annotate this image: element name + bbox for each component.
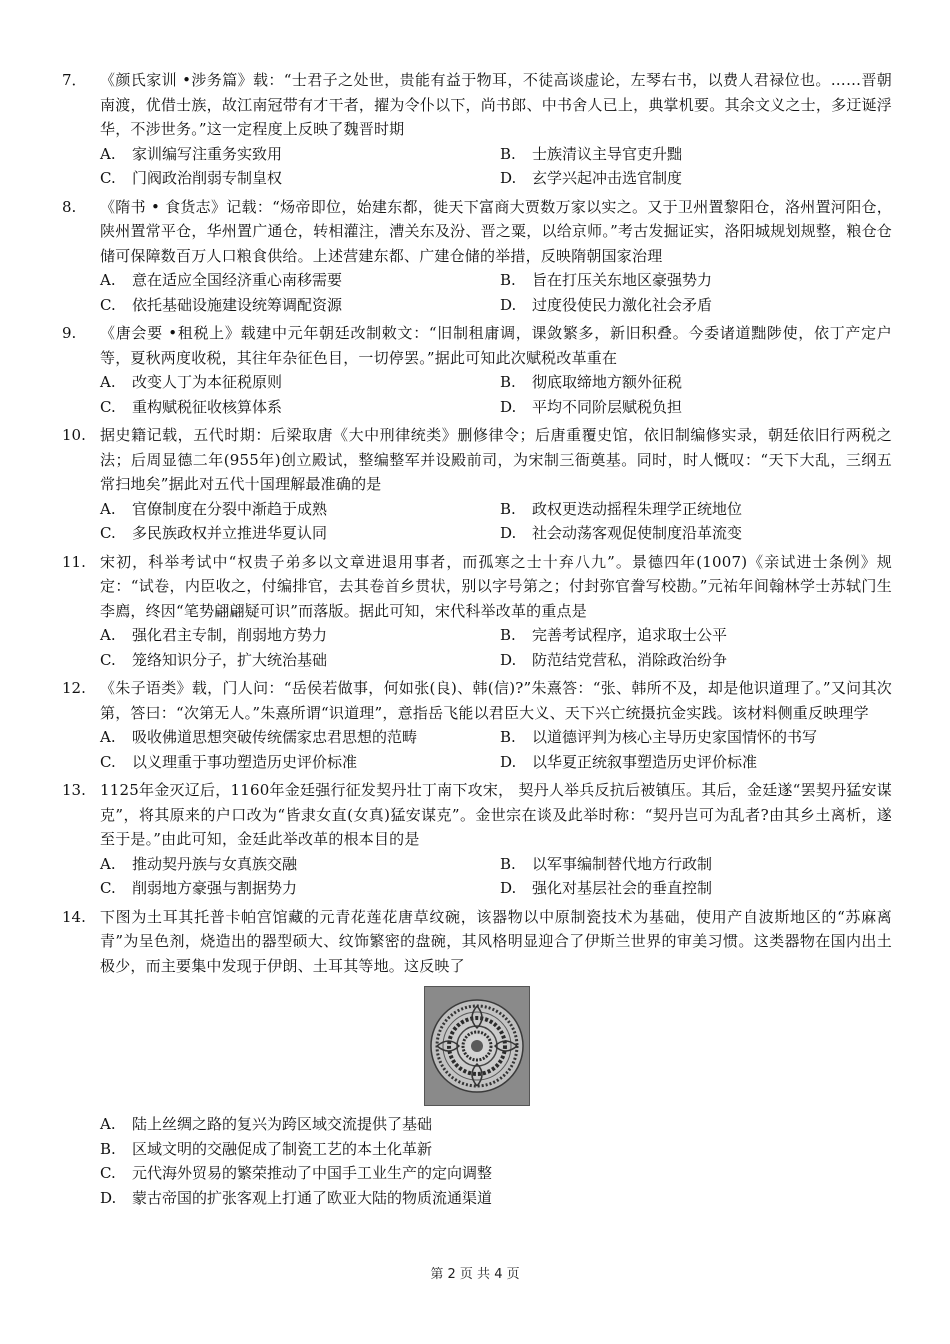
- option-a[interactable]: [100, 725, 500, 750]
- option-text: 玄学兴起冲击选官制度: [532, 169, 683, 187]
- option-b[interactable]: [500, 497, 920, 522]
- option-label: A.: [100, 626, 116, 644]
- option-text: 以义理重于事功塑造历史评价标准: [132, 752, 358, 771]
- option-c[interactable]: [100, 166, 500, 191]
- option-text: 推动契丹族与女真族交融: [132, 854, 298, 873]
- option-text: 改变人丁为本征税原则: [132, 373, 283, 391]
- option-text: 完善考试程序，追求取士公平: [532, 626, 728, 644]
- option-label: B.: [500, 271, 516, 289]
- option-text: 吸收佛道思想突破传统儒家忠君思想的范畴: [132, 728, 418, 746]
- question-12: [62, 676, 892, 774]
- option-a[interactable]: [100, 497, 500, 522]
- option-label: B.: [500, 373, 516, 391]
- option-text: 削弱地方豪强与割据势力: [132, 879, 298, 897]
- porcelain-bowl-icon: [424, 986, 530, 1106]
- option-text: 以道德评判为核心主导历史家国情怀的书写: [532, 728, 818, 746]
- option-text: 家训编写注重务实致用: [132, 144, 283, 163]
- option-text: 陆上丝绸之路的复兴为跨区域交流提供了基础: [132, 1115, 433, 1133]
- option-text: 过度役使民力激化社会矛盾: [532, 295, 713, 314]
- option-text: 彻底取缔地方额外征税: [532, 373, 683, 391]
- question-number: 14.: [62, 907, 86, 926]
- option-d[interactable]: [500, 648, 920, 673]
- option-d[interactable]: [500, 876, 920, 901]
- option-label: A.: [100, 1115, 116, 1133]
- question-10: [62, 423, 892, 546]
- option-a[interactable]: [100, 268, 500, 293]
- question-11: [62, 550, 892, 673]
- option-label: A.: [100, 271, 116, 289]
- question-number: 12.: [62, 679, 86, 697]
- option-text: 区域文明的交融促成了制瓷工艺的本土化革新: [132, 1139, 433, 1158]
- question-number: 7．: [62, 71, 87, 89]
- option-text: 意在适应全国经济重心南移需要: [132, 271, 343, 289]
- option-a[interactable]: [100, 142, 500, 167]
- option-label: B.: [500, 854, 516, 873]
- option-text: 防范结党营私，消除政治纷争: [532, 650, 728, 669]
- question-number: 11.: [62, 552, 86, 571]
- question-number: 9.: [62, 324, 77, 342]
- option-b[interactable]: [500, 623, 920, 648]
- option-label: B.: [500, 144, 516, 163]
- option-text: 以华夏正统叙事塑造历史评价标准: [532, 752, 758, 771]
- question-13: [62, 778, 892, 901]
- option-b[interactable]: [500, 142, 920, 167]
- question-7: [62, 68, 892, 191]
- option-a[interactable]: [100, 623, 500, 648]
- option-text: 笼络知识分子，扩大统治基础: [132, 650, 328, 669]
- option-label: B.: [500, 499, 516, 518]
- option-d[interactable]: [500, 395, 920, 420]
- option-b[interactable]: [100, 1137, 892, 1162]
- question-number: 13.: [62, 781, 86, 799]
- option-text: 官僚制度在分裂中渐趋于成熟: [132, 499, 328, 518]
- option-text: 重构赋税征收核算体系: [132, 397, 283, 416]
- option-label: C.: [100, 752, 116, 771]
- question-stem: 《朱子语类》载，门人问：“岳侯若做事，何如张(良)、韩(信)?”朱熹答：“张、韩所不及，却是他识道理了。”又问其次第，答曰：“次第无人。”朱熹所谓“识道理”，意指岳飞能以君臣大义、天下兴亡统摄抗金实践。该材料侧重反映理学: [100, 679, 892, 722]
- option-c[interactable]: [100, 876, 500, 901]
- option-b[interactable]: [500, 725, 920, 750]
- option-text: 依托基础设施建设统筹调配资源: [132, 295, 343, 314]
- porcelain-bowl-figure: [62, 986, 892, 1106]
- question-14: [62, 905, 892, 1211]
- option-a[interactable]: [100, 852, 500, 877]
- option-text: 士族清议主导官吏升黜: [532, 144, 683, 163]
- option-label: A.: [100, 144, 116, 163]
- option-d[interactable]: [500, 166, 920, 191]
- option-b[interactable]: [500, 370, 920, 395]
- option-a[interactable]: [100, 1112, 892, 1137]
- exam-page: [62, 68, 892, 1214]
- option-label: D.: [500, 752, 517, 771]
- option-label: D.: [500, 397, 517, 416]
- option-d[interactable]: [500, 750, 920, 775]
- question-stem: 下图为土耳其托普卡帕宫馆藏的元青花莲花唐草纹碗，该器物以中原制瓷技术为基础，使用产自波斯地区的“苏麻离青”为呈色剂，烧造出的器型硕大、纹饰繁密的盘碗，其风格明显迎合了伊斯兰世界的审美习惯。这类器物在国内出土极少，而主要集中发现于伊朗、土耳其等地。这反映了: [100, 907, 892, 975]
- option-text: 以军事编制替代地方行政制: [532, 854, 713, 873]
- question-stem: 《唐会要 •租税上》载建中元年朝廷改制敕文：“旧制租庸调，课敛繁多，新旧积叠。今委诸道黜陟使，依丁产定户等，夏秋两度收税，其往年杂征色目，一切停罢。”据此可知此次赋税改革重在: [100, 324, 892, 367]
- option-c[interactable]: [100, 293, 500, 318]
- question-stem: 《隋书 • 食货志》记载：“炀帝即位，始建东都，徙天下富商大贾数万家以实之。又于卫州置黎阳仓，洛州置河阳仓，陕州置常平仓，华州置广通仓，转相灌注，漕关东及汾、晋之粟，以给京师。”考古发掘证实，洛阳城规划规整，粮仓仓储可保障数百万人口粮食供给。上述营建东都、广建仓储的举措，反映隋朝国家治理: [100, 197, 892, 265]
- option-d[interactable]: [100, 1186, 892, 1211]
- bowl-pattern-graphic: [429, 998, 525, 1094]
- option-text: 社会动荡客观促使制度沿革流变: [532, 524, 743, 542]
- option-c[interactable]: [100, 750, 500, 775]
- option-label: B.: [500, 728, 516, 746]
- option-d[interactable]: [500, 293, 920, 318]
- option-label: C.: [100, 879, 116, 897]
- option-label: B.: [100, 1139, 116, 1158]
- question-stem: 《颜氏家训 •涉务篇》载：“士君子之处世，贵能有益于物耳，不徒高谈虚论，左琴右书，以费人君禄位也。……晋朝南渡，优借士族，故江南冠带有才干者，擢为令仆以下，尚书郎、中书舍人已上，典掌机要。其余文义之士，多迂诞浮华，不涉世务。”这一定程度上反映了魏晋时期: [100, 71, 892, 138]
- option-label: A.: [100, 728, 116, 746]
- option-label: C.: [100, 1164, 116, 1182]
- option-label: C.: [100, 397, 116, 416]
- option-c[interactable]: [100, 1161, 892, 1186]
- option-label: D.: [100, 1188, 117, 1207]
- option-label: C.: [100, 295, 116, 314]
- option-label: D.: [500, 650, 517, 669]
- option-text: 多民族政权并立推进华夏认同: [132, 524, 328, 542]
- option-a[interactable]: [100, 370, 500, 395]
- question-8: [62, 195, 892, 318]
- option-label: A.: [100, 499, 116, 518]
- page-footer: 第 2 页 共 4 页: [430, 1267, 520, 1282]
- option-c[interactable]: [100, 395, 500, 420]
- option-text: 平均不同阶层赋税负担: [532, 397, 683, 416]
- option-label: A.: [100, 854, 116, 873]
- option-label: C.: [100, 169, 116, 187]
- option-d[interactable]: [500, 521, 920, 546]
- option-label: D.: [500, 295, 517, 314]
- option-text: 蒙古帝国的扩张客观上打通了欧亚大陆的物质流通渠道: [132, 1188, 493, 1207]
- option-text: 强化对基层社会的垂直控制: [532, 879, 713, 897]
- option-label: D.: [500, 879, 517, 897]
- question-stem: 宋初，科举考试中“权贵子弟多以文章进退用事者，而孤寒之士十弃八九”。景德四年(1007)《亲试进士条例》规定：“试卷，内臣收之，付编排官，去其卷首乡贯状，别以字号第之；付封弥官誊写校勘。”元祐年间翰林学士苏轼门生李廌，终因“笔势翩翩疑可识”而落版。据此可知，宋代科举改革的重点是: [100, 552, 892, 620]
- question-9: [62, 321, 892, 419]
- option-label: D.: [500, 169, 517, 187]
- option-b[interactable]: [500, 268, 920, 293]
- question-stem: 1125年金灭辽后，1160年金廷强行征发契丹壮丁南下攻宋， 契丹人举兵反抗后被镇压。其后，金廷遂“罢契丹猛安谋克”，将其原来的户口改为“皆隶女直(女真)猛安谋克”。金世宗在谈及此举时称：“契丹岂可为乱者?由其乡土离析，遂至于是。”由此可知，金廷此举改革的根本目的是: [100, 781, 892, 848]
- option-c[interactable]: [100, 648, 500, 673]
- option-text: 元代海外贸易的繁荣推动了中国手工业生产的定向调整: [132, 1164, 493, 1182]
- option-text: 旨在打压关东地区豪强势力: [532, 271, 713, 289]
- option-label: B.: [500, 626, 516, 644]
- option-label: C.: [100, 524, 116, 542]
- option-b[interactable]: [500, 852, 920, 877]
- option-label: A.: [100, 373, 116, 391]
- option-label: C.: [100, 650, 116, 669]
- option-text: 门阀政治削弱专制皇权: [132, 169, 283, 187]
- option-c[interactable]: [100, 521, 500, 546]
- option-text: 强化君主专制，削弱地方势力: [132, 626, 328, 644]
- question-stem: 据史籍记载，五代时期：后梁取唐《大中刑律统类》删修律令；后唐重覆史馆，依旧制编修实录，朝廷依旧行两税之法；后周显德二年(955年)创立殿试，整编整军并设殿前司，为宋制三衙奠基。同时，时人慨叹：“天下大乱，三纲五常扫地矣”据此对五代十国理解最准确的是: [100, 426, 892, 493]
- option-text: 政权更迭动摇程朱理学正统地位: [532, 499, 743, 518]
- question-number: 8.: [62, 197, 77, 216]
- option-label: D.: [500, 524, 517, 542]
- question-number: 10.: [62, 426, 86, 444]
